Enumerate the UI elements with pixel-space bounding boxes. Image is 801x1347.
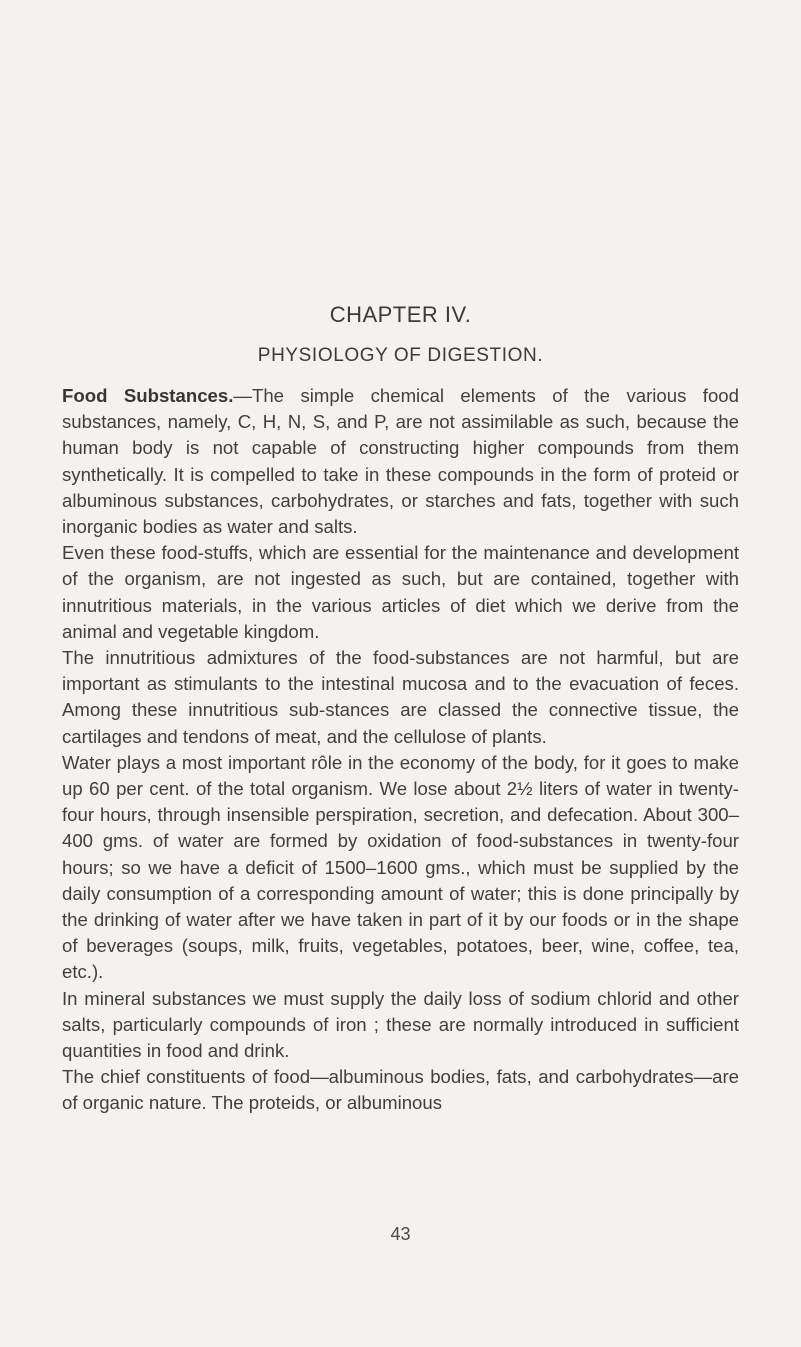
- paragraph-innutritious-admixtures: The innutritious admixtures of the food-substances are not harmful, but are important as stimulants to the intestinal mucosa and to the evacuation of feces. Among these innutritious sub-stances are classed the connective tissue, the cartilages and tendons of meat, and the cellulose of plants.: [62, 647, 739, 747]
- page-number: 43: [390, 1224, 411, 1244]
- paragraph-food-stuffs: Even these food-stuffs, which are essential for the maintenance and development of the organism, are not ingested as such, but are contained, together with innutritious materials, in the various articles of diet which we derive from the animal and vegetable kingdom.: [62, 542, 739, 642]
- paragraph-food-substances: [62, 383, 739, 540]
- chapter-heading: CHAPTER IV.: [329, 302, 472, 327]
- paragraph-chief-constituents: The chief constituents of food—albuminous bodies, fats, and carbohydrates—are of organic nature. The proteids, or albuminous: [62, 1066, 739, 1114]
- paragraph-water: Water plays a most important rôle in the economy of the body, for it goes to make up 60 per cent. of the total organism. We lose about 2½ liters of water in twenty-four hours, through insensible perspiration, secretion, and defecation. About 300–400 gms. of water are formed by oxidation of food-substances in twenty-four hours; so we have a deficit of 1500–1600 gms., which must be supplied by the daily consumption of a corresponding amount of water; this is done principally by the drinking of water after we have taken in part of it by our foods or in the shape of beverages (soups, milk, fruits, vegetables, potatoes, beer, wine, coffee, tea, etc.).: [62, 751, 739, 983]
- paragraph-mineral-substances: In mineral substances we must supply the daily loss of sodium chlorid and other salts, particularly compounds of iron ; these are normally introduced in sufficient quantities in food and drink.: [62, 987, 739, 1062]
- paragraph-text: —The simple chemical elements of the various food substances, namely, C, H, N, S, and P, are not assimilable as such, because the human body is not capable of constructing higher compounds from them synthetically. It is compelled to take in these compounds in the form of proteid or albuminous substances, carbohydrates, or starches and fats, together with such inorganic bodies as water and salts.: [62, 385, 739, 538]
- section-title: PHYSIOLOGY OF DIGESTION.: [257, 345, 544, 366]
- run-in-heading: Food Substances.: [62, 385, 234, 406]
- body-text: [62, 383, 739, 1117]
